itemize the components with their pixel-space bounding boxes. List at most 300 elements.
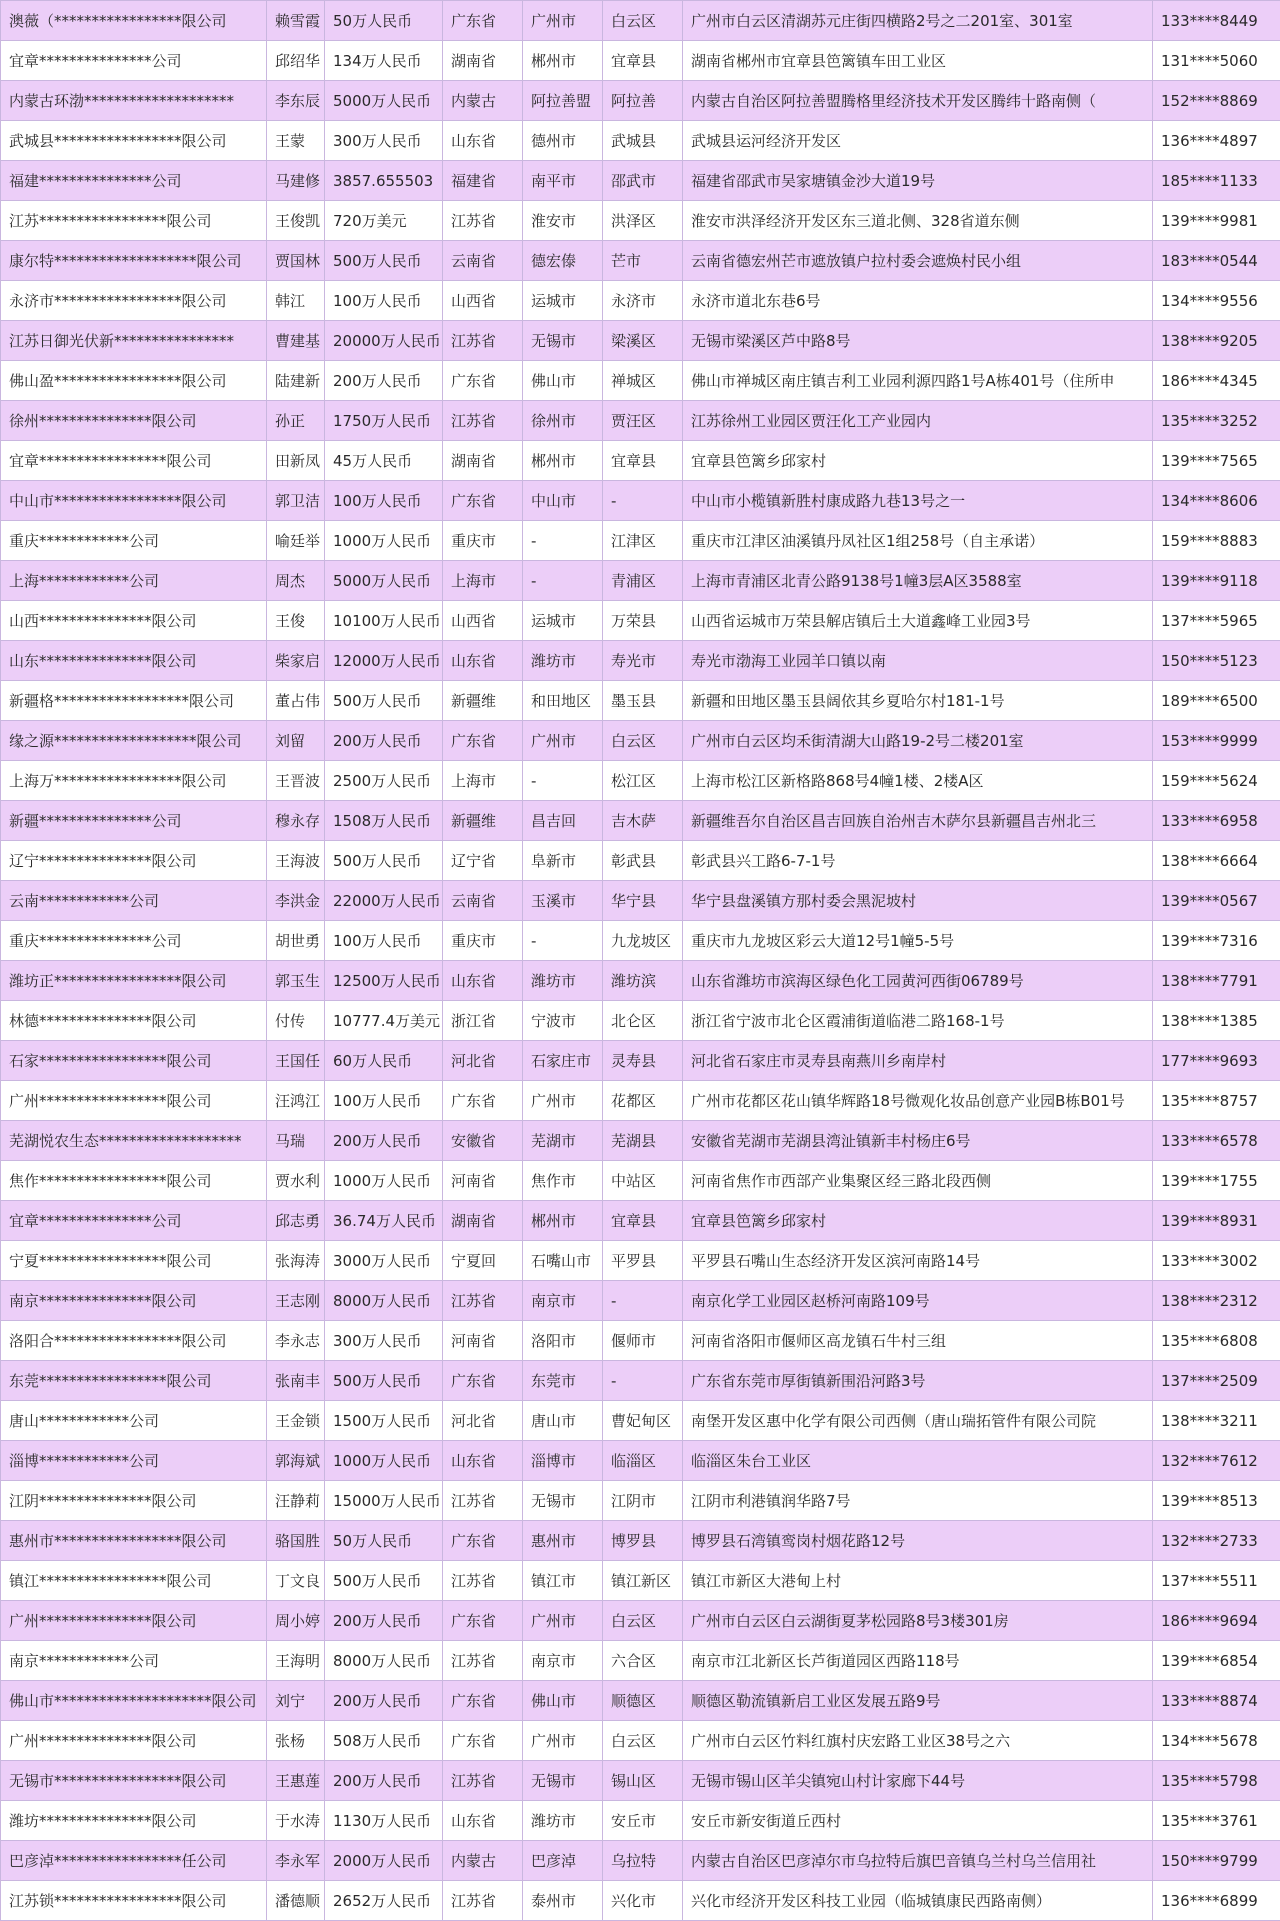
capital-cell: 2000万人民币 [325, 1841, 443, 1881]
company-name-cell: 广州***************限公司 [1, 1721, 267, 1761]
company-name-cell: 辽宁***************限公司 [1, 841, 267, 881]
company-name-cell: 武城县*****************限公司 [1, 121, 267, 161]
phone-cell: 139****8931 [1153, 1201, 1280, 1241]
city-cell: - [523, 521, 603, 561]
legal-rep-cell: 马瑞 [267, 1121, 325, 1161]
province-cell: 湖南省 [443, 1201, 523, 1241]
province-cell: 江苏省 [443, 1881, 523, 1921]
address-cell: 山东省潍坊市滨海区绿色化工园黄河西街06789号 [683, 961, 1153, 1001]
table-row [1, 481, 1280, 521]
phone-cell: 150****5123 [1153, 641, 1280, 681]
company-name-cell: 宜章***************公司 [1, 1201, 267, 1241]
district-cell: 乌拉特 [603, 1841, 683, 1881]
address-cell: 广州市白云区清湖苏元庄街四横路2号之二201室、301室 [683, 1, 1153, 41]
table-row [1, 1601, 1280, 1641]
province-cell: 山东省 [443, 1441, 523, 1481]
city-cell: 广州市 [523, 1, 603, 41]
phone-cell: 133****6958 [1153, 801, 1280, 841]
company-name-cell: 东莞*****************限公司 [1, 1361, 267, 1401]
province-cell: 重庆市 [443, 521, 523, 561]
capital-cell: 12500万人民币 [325, 961, 443, 1001]
phone-cell: 139****7316 [1153, 921, 1280, 961]
company-name-cell: 内蒙古环渤******************** [1, 81, 267, 121]
capital-cell: 200万人民币 [325, 361, 443, 401]
address-cell: 河南省洛阳市偃师区高龙镇石牛村三组 [683, 1321, 1153, 1361]
legal-rep-cell: 王俊 [267, 601, 325, 641]
table-row [1, 281, 1280, 321]
province-cell: 江苏省 [443, 201, 523, 241]
table-row [1, 681, 1280, 721]
province-cell: 重庆市 [443, 921, 523, 961]
district-cell: 白云区 [603, 1721, 683, 1761]
address-cell: 顺德区勒流镇新启工业区发展五路9号 [683, 1681, 1153, 1721]
legal-rep-cell: 郭玉生 [267, 961, 325, 1001]
legal-rep-cell: 丁文良 [267, 1561, 325, 1601]
table-row [1, 1881, 1280, 1921]
table-row [1, 1161, 1280, 1201]
table-row [1, 761, 1280, 801]
city-cell: 泰州市 [523, 1881, 603, 1921]
province-cell: 河南省 [443, 1321, 523, 1361]
district-cell: 邵武市 [603, 161, 683, 201]
company-name-cell: 石家*****************限公司 [1, 1041, 267, 1081]
legal-rep-cell: 陆建新 [267, 361, 325, 401]
company-name-cell: 上海************公司 [1, 561, 267, 601]
phone-cell: 134****5678 [1153, 1721, 1280, 1761]
address-cell: 广州市白云区均禾街清湖大山路19-2号二楼201室 [683, 721, 1153, 761]
address-cell: 云南省德宏州芒市遮放镇户拉村委会遮焕村民小组 [683, 241, 1153, 281]
district-cell: 锡山区 [603, 1761, 683, 1801]
capital-cell: 500万人民币 [325, 681, 443, 721]
district-cell: 兴化市 [603, 1881, 683, 1921]
capital-cell: 100万人民币 [325, 921, 443, 961]
address-cell: 安徽省芜湖市芜湖县湾沚镇新丰村杨庄6号 [683, 1121, 1153, 1161]
province-cell: 内蒙古 [443, 81, 523, 121]
address-cell: 武城县运河经济开发区 [683, 121, 1153, 161]
district-cell: 芜湖县 [603, 1121, 683, 1161]
legal-rep-cell: 马建修 [267, 161, 325, 201]
legal-rep-cell: 喻廷举 [267, 521, 325, 561]
table-row [1, 961, 1280, 1001]
capital-cell: 1000万人民币 [325, 1441, 443, 1481]
table-row [1, 1681, 1280, 1721]
city-cell: 运城市 [523, 601, 603, 641]
province-cell: 广东省 [443, 1, 523, 41]
legal-rep-cell: 王国任 [267, 1041, 325, 1081]
address-cell: 浙江省宁波市北仑区霞浦街道临港二路168-1号 [683, 1001, 1153, 1041]
address-cell: 宜章县笆篱乡邱家村 [683, 1201, 1153, 1241]
legal-rep-cell: 李东辰 [267, 81, 325, 121]
capital-cell: 500万人民币 [325, 241, 443, 281]
company-name-cell: 淄博************公司 [1, 1441, 267, 1481]
district-cell: 宜章县 [603, 1201, 683, 1241]
capital-cell: 500万人民币 [325, 841, 443, 881]
capital-cell: 12000万人民币 [325, 641, 443, 681]
company-name-cell: 新疆***************公司 [1, 801, 267, 841]
city-cell: 无锡市 [523, 1761, 603, 1801]
city-cell: 潍坊市 [523, 961, 603, 1001]
city-cell: - [523, 761, 603, 801]
city-cell: 唐山市 [523, 1401, 603, 1441]
table-body [1, 1, 1280, 1921]
legal-rep-cell: 刘宁 [267, 1681, 325, 1721]
legal-rep-cell: 王海明 [267, 1641, 325, 1681]
address-cell: 无锡市梁溪区芦中路8号 [683, 321, 1153, 361]
capital-cell: 60万人民币 [325, 1041, 443, 1081]
legal-rep-cell: 曹建基 [267, 321, 325, 361]
phone-cell: 131****5060 [1153, 41, 1280, 81]
table-row [1, 361, 1280, 401]
capital-cell: 2500万人民币 [325, 761, 443, 801]
phone-cell: 139****9981 [1153, 201, 1280, 241]
legal-rep-cell: 贾国林 [267, 241, 325, 281]
legal-rep-cell: 王海波 [267, 841, 325, 881]
province-cell: 湖南省 [443, 441, 523, 481]
city-cell: 郴州市 [523, 1201, 603, 1241]
address-cell: 河南省焦作市西部产业集聚区经三路北段西侧 [683, 1161, 1153, 1201]
legal-rep-cell: 董占伟 [267, 681, 325, 721]
legal-rep-cell: 张杨 [267, 1721, 325, 1761]
city-cell: 无锡市 [523, 1481, 603, 1521]
address-cell: 永济市道北东巷6号 [683, 281, 1153, 321]
company-name-cell: 潍坊***************限公司 [1, 1801, 267, 1841]
phone-cell: 139****8513 [1153, 1481, 1280, 1521]
city-cell: 洛阳市 [523, 1321, 603, 1361]
district-cell: - [603, 1281, 683, 1321]
company-name-cell: 缘之源*******************限公司 [1, 721, 267, 761]
table-row [1, 881, 1280, 921]
province-cell: 河北省 [443, 1041, 523, 1081]
phone-cell: 137****5965 [1153, 601, 1280, 641]
legal-rep-cell: 潘德顺 [267, 1881, 325, 1921]
city-cell: 郴州市 [523, 441, 603, 481]
company-name-cell: 中山市*****************限公司 [1, 481, 267, 521]
company-name-cell: 唐山************公司 [1, 1401, 267, 1441]
province-cell: 安徽省 [443, 1121, 523, 1161]
district-cell: 洪泽区 [603, 201, 683, 241]
table-row [1, 1561, 1280, 1601]
province-cell: 广东省 [443, 1361, 523, 1401]
capital-cell: 2652万人民币 [325, 1881, 443, 1921]
table-row [1, 1721, 1280, 1761]
legal-rep-cell: 王志刚 [267, 1281, 325, 1321]
capital-cell: 36.74万人民币 [325, 1201, 443, 1241]
city-cell: 巴彦淖 [523, 1841, 603, 1881]
district-cell: 潍坊滨 [603, 961, 683, 1001]
city-cell: 镇江市 [523, 1561, 603, 1601]
district-cell: 花都区 [603, 1081, 683, 1121]
table-row [1, 1801, 1280, 1841]
table-row [1, 1441, 1280, 1481]
capital-cell: 1000万人民币 [325, 521, 443, 561]
capital-cell: 500万人民币 [325, 1561, 443, 1601]
capital-cell: 1000万人民币 [325, 1161, 443, 1201]
district-cell: 中站区 [603, 1161, 683, 1201]
company-name-cell: 康尔特*******************限公司 [1, 241, 267, 281]
capital-cell: 5000万人民币 [325, 81, 443, 121]
phone-cell: 185****1133 [1153, 161, 1280, 201]
table-row [1, 921, 1280, 961]
city-cell: 惠州市 [523, 1521, 603, 1561]
company-name-cell: 山东***************限公司 [1, 641, 267, 681]
capital-cell: 15000万人民币 [325, 1481, 443, 1521]
phone-cell: 136****4897 [1153, 121, 1280, 161]
table-row [1, 561, 1280, 601]
table-row [1, 321, 1280, 361]
company-name-cell: 广州*****************限公司 [1, 1081, 267, 1121]
city-cell: 德州市 [523, 121, 603, 161]
capital-cell: 1130万人民币 [325, 1801, 443, 1841]
legal-rep-cell: 王晋波 [267, 761, 325, 801]
district-cell: 寿光市 [603, 641, 683, 681]
company-name-cell: 重庆***************公司 [1, 921, 267, 961]
table-row [1, 81, 1280, 121]
address-cell: 安丘市新安街道丘西村 [683, 1801, 1153, 1841]
company-name-cell: 洛阳合*****************限公司 [1, 1321, 267, 1361]
company-name-cell: 佛山盈*****************限公司 [1, 361, 267, 401]
province-cell: 福建省 [443, 161, 523, 201]
address-cell: 佛山市禅城区南庄镇吉利工业园利源四路1号A栋401号（住所申 [683, 361, 1153, 401]
province-cell: 广东省 [443, 1081, 523, 1121]
district-cell: 顺德区 [603, 1681, 683, 1721]
table-row [1, 161, 1280, 201]
table-row [1, 1321, 1280, 1361]
city-cell: 淄博市 [523, 1441, 603, 1481]
phone-cell: 139****1755 [1153, 1161, 1280, 1201]
address-cell: 博罗县石湾镇鸾岗村烟花路12号 [683, 1521, 1153, 1561]
district-cell: 灵寿县 [603, 1041, 683, 1081]
district-cell: 贾汪区 [603, 401, 683, 441]
phone-cell: 139****0567 [1153, 881, 1280, 921]
phone-cell: 135****5798 [1153, 1761, 1280, 1801]
province-cell: 新疆维 [443, 801, 523, 841]
city-cell: 广州市 [523, 1721, 603, 1761]
province-cell: 山东省 [443, 641, 523, 681]
table-row [1, 1361, 1280, 1401]
province-cell: 江苏省 [443, 1561, 523, 1601]
district-cell: 彰武县 [603, 841, 683, 881]
city-cell: 南京市 [523, 1641, 603, 1681]
address-cell: 江阴市利港镇润华路7号 [683, 1481, 1153, 1521]
province-cell: 山东省 [443, 121, 523, 161]
legal-rep-cell: 汪鸿江 [267, 1081, 325, 1121]
address-cell: 寿光市渤海工业园羊口镇以南 [683, 641, 1153, 681]
phone-cell: 159****8883 [1153, 521, 1280, 561]
address-cell: 重庆市江津区油溪镇丹凤社区1组258号（自主承诺） [683, 521, 1153, 561]
province-cell: 江苏省 [443, 1761, 523, 1801]
district-cell: 博罗县 [603, 1521, 683, 1561]
province-cell: 云南省 [443, 241, 523, 281]
district-cell: 六合区 [603, 1641, 683, 1681]
city-cell: 佛山市 [523, 361, 603, 401]
table-row [1, 1121, 1280, 1161]
province-cell: 江苏省 [443, 1641, 523, 1681]
province-cell: 广东省 [443, 361, 523, 401]
phone-cell: 137****2509 [1153, 1361, 1280, 1401]
phone-cell: 186****9694 [1153, 1601, 1280, 1641]
district-cell: 临淄区 [603, 1441, 683, 1481]
capital-cell: 50万人民币 [325, 1, 443, 41]
province-cell: 上海市 [443, 561, 523, 601]
phone-cell: 183****0544 [1153, 241, 1280, 281]
legal-rep-cell: 穆永存 [267, 801, 325, 841]
capital-cell: 3857.655503 [325, 161, 443, 201]
address-cell: 南京化学工业园区赵桥河南路109号 [683, 1281, 1153, 1321]
capital-cell: 200万人民币 [325, 721, 443, 761]
district-cell: 九龙坡区 [603, 921, 683, 961]
city-cell: 无锡市 [523, 321, 603, 361]
city-cell: 石家庄市 [523, 1041, 603, 1081]
capital-cell: 5000万人民币 [325, 561, 443, 601]
address-cell: 江苏徐州工业园区贾汪化工产业园内 [683, 401, 1153, 441]
phone-cell: 135****3761 [1153, 1801, 1280, 1841]
table-row [1, 1, 1280, 41]
capital-cell: 20000万人民币 [325, 321, 443, 361]
phone-cell: 138****9205 [1153, 321, 1280, 361]
city-cell: 阜新市 [523, 841, 603, 881]
capital-cell: 134万人民币 [325, 41, 443, 81]
phone-cell: 133****3002 [1153, 1241, 1280, 1281]
legal-rep-cell: 王惠莲 [267, 1761, 325, 1801]
legal-rep-cell: 刘留 [267, 721, 325, 761]
address-cell: 彰武县兴工路6-7-1号 [683, 841, 1153, 881]
province-cell: 广东省 [443, 1681, 523, 1721]
district-cell: 青浦区 [603, 561, 683, 601]
capital-cell: 45万人民币 [325, 441, 443, 481]
legal-rep-cell: 贾水利 [267, 1161, 325, 1201]
district-cell: 永济市 [603, 281, 683, 321]
address-cell: 新疆维吾尔自治区昌吉回族自治州吉木萨尔县新疆昌吉州北三 [683, 801, 1153, 841]
table-row [1, 121, 1280, 161]
table-row [1, 1521, 1280, 1561]
city-cell: 运城市 [523, 281, 603, 321]
province-cell: 云南省 [443, 881, 523, 921]
phone-cell: 139****9118 [1153, 561, 1280, 601]
company-name-cell: 澳薇（*****************限公司 [1, 1, 267, 41]
phone-cell: 132****2733 [1153, 1521, 1280, 1561]
table-row [1, 1761, 1280, 1801]
legal-rep-cell: 周杰 [267, 561, 325, 601]
district-cell: 武城县 [603, 121, 683, 161]
district-cell: 禅城区 [603, 361, 683, 401]
district-cell: 吉木萨 [603, 801, 683, 841]
phone-cell: 133****8449 [1153, 1, 1280, 41]
capital-cell: 1508万人民币 [325, 801, 443, 841]
phone-cell: 138****7791 [1153, 961, 1280, 1001]
table-row [1, 1041, 1280, 1081]
district-cell: - [603, 1361, 683, 1401]
phone-cell: 137****5511 [1153, 1561, 1280, 1601]
province-cell: 山东省 [443, 961, 523, 1001]
city-cell: 徐州市 [523, 401, 603, 441]
address-cell: 无锡市锡山区羊尖镇宛山村计家廊下44号 [683, 1761, 1153, 1801]
city-cell: 南京市 [523, 1281, 603, 1321]
city-cell: 阿拉善盟 [523, 81, 603, 121]
legal-rep-cell: 李永志 [267, 1321, 325, 1361]
district-cell: 宜章县 [603, 441, 683, 481]
phone-cell: 159****5624 [1153, 761, 1280, 801]
address-cell: 上海市青浦区北青公路9138号1幢3层A区3588室 [683, 561, 1153, 601]
table-row [1, 1241, 1280, 1281]
capital-cell: 100万人民币 [325, 281, 443, 321]
company-name-cell: 广州***************限公司 [1, 1601, 267, 1641]
company-name-cell: 潍坊正*****************限公司 [1, 961, 267, 1001]
address-cell: 华宁县盘溪镇方那村委会黑泥坡村 [683, 881, 1153, 921]
capital-cell: 720万美元 [325, 201, 443, 241]
city-cell: 广州市 [523, 1601, 603, 1641]
province-cell: 河北省 [443, 1401, 523, 1441]
city-cell: 佛山市 [523, 1681, 603, 1721]
table-row [1, 601, 1280, 641]
address-cell: 广州市花都区花山镇华辉路18号微观化妆品创意产业园B栋B01号 [683, 1081, 1153, 1121]
company-name-cell: 焦作*****************限公司 [1, 1161, 267, 1201]
address-cell: 广州市白云区竹料红旗村庆宏路工业区38号之六 [683, 1721, 1153, 1761]
phone-cell: 186****4345 [1153, 361, 1280, 401]
capital-cell: 200万人民币 [325, 1121, 443, 1161]
phone-cell: 132****7612 [1153, 1441, 1280, 1481]
address-cell: 宜章县笆篱乡邱家村 [683, 441, 1153, 481]
district-cell: 宜章县 [603, 41, 683, 81]
district-cell: 北仑区 [603, 1001, 683, 1041]
company-name-cell: 宜章***************公司 [1, 41, 267, 81]
company-name-cell: 巴彦淖*****************任公司 [1, 1841, 267, 1881]
district-cell: 万荣县 [603, 601, 683, 641]
legal-rep-cell: 汪静莉 [267, 1481, 325, 1521]
legal-rep-cell: 李洪金 [267, 881, 325, 921]
legal-rep-cell: 郭卫洁 [267, 481, 325, 521]
province-cell: 内蒙古 [443, 1841, 523, 1881]
table-row [1, 241, 1280, 281]
city-cell: 玉溪市 [523, 881, 603, 921]
legal-rep-cell: 王蒙 [267, 121, 325, 161]
capital-cell: 1500万人民币 [325, 1401, 443, 1441]
company-name-cell: 新疆格******************限公司 [1, 681, 267, 721]
capital-cell: 200万人民币 [325, 1761, 443, 1801]
company-name-cell: 佛山市*********************限公司 [1, 1681, 267, 1721]
district-cell: 华宁县 [603, 881, 683, 921]
address-cell: 新疆和田地区墨玉县阔依其乡夏哈尔村181-1号 [683, 681, 1153, 721]
phone-cell: 135****6808 [1153, 1321, 1280, 1361]
legal-rep-cell: 张南丰 [267, 1361, 325, 1401]
table-row [1, 1641, 1280, 1681]
company-name-cell: 徐州***************限公司 [1, 401, 267, 441]
company-name-cell: 宁夏*****************限公司 [1, 1241, 267, 1281]
province-cell: 广东省 [443, 481, 523, 521]
capital-cell: 100万人民币 [325, 1081, 443, 1121]
district-cell: 安丘市 [603, 1801, 683, 1841]
legal-rep-cell: 赖雪霞 [267, 1, 325, 41]
legal-rep-cell: 孙正 [267, 401, 325, 441]
address-cell: 广州市白云区白云湖街夏茅松园路8号3楼301房 [683, 1601, 1153, 1641]
table-row [1, 401, 1280, 441]
district-cell: 白云区 [603, 721, 683, 761]
legal-rep-cell: 李永军 [267, 1841, 325, 1881]
capital-cell: 3000万人民币 [325, 1241, 443, 1281]
district-cell: 平罗县 [603, 1241, 683, 1281]
capital-cell: 100万人民币 [325, 481, 443, 521]
phone-cell: 138****2312 [1153, 1281, 1280, 1321]
table-row [1, 721, 1280, 761]
city-cell: 德宏傣 [523, 241, 603, 281]
legal-rep-cell: 张海涛 [267, 1241, 325, 1281]
phone-cell: 152****8869 [1153, 81, 1280, 121]
company-name-cell: 上海万*****************限公司 [1, 761, 267, 801]
company-name-cell: 林德***************限公司 [1, 1001, 267, 1041]
company-name-cell: 山西***************限公司 [1, 601, 267, 641]
phone-cell: 138****6664 [1153, 841, 1280, 881]
address-cell: 平罗县石嘴山生态经济开发区滨河南路14号 [683, 1241, 1153, 1281]
capital-cell: 300万人民币 [325, 1321, 443, 1361]
